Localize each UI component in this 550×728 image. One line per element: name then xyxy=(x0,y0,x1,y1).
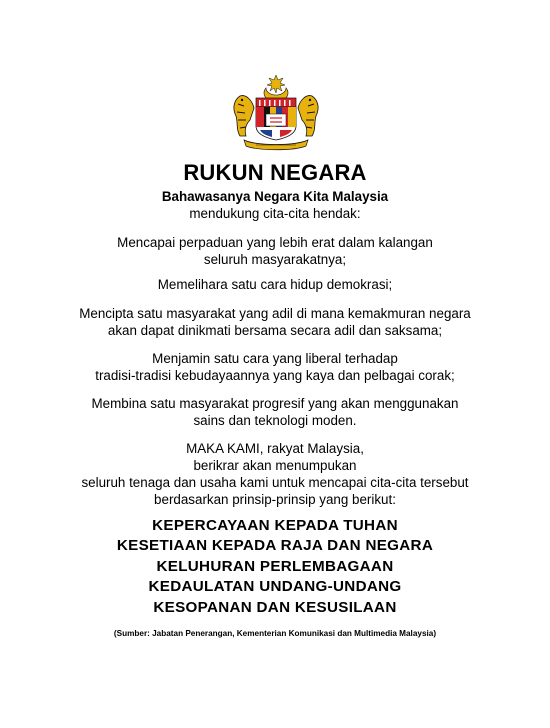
aim-1-line-2: seluruh masyarakatnya; xyxy=(203,252,347,267)
principle-2: KESETIAAN KEPADA RAJA DAN NEGARA xyxy=(116,537,434,555)
aim-1-line-1: Mencapai perpaduan yang lebih erat dalam kalangan xyxy=(117,235,433,250)
pledge-line-2: berikrar akan menumpukan xyxy=(193,458,357,473)
pledge-line-3: seluruh tenaga dan usaha kami untuk mencapai cita-cita tersebut xyxy=(81,475,469,490)
subtitle: Bahawasanya Negara Kita Malaysia xyxy=(161,189,389,204)
aim-2 xyxy=(0,276,550,293)
aim-5-line-2: sains dan teknologi moden. xyxy=(193,413,357,428)
page-title: RUKUN NEGARA xyxy=(183,160,367,185)
aim-5-line-1: Membina satu masyarakat progresif yang akan menggunakan xyxy=(91,396,459,411)
malaysia-coat-of-arms-icon xyxy=(226,74,326,152)
aim-1 xyxy=(0,234,550,268)
principles-list xyxy=(0,516,550,618)
aim-4 xyxy=(0,350,550,384)
principle-4: KEDAULATAN UNDANG-UNDANG xyxy=(148,578,402,596)
pledge xyxy=(0,440,550,508)
intro-text: mendukung cita-cita hendak: xyxy=(189,206,361,221)
principle-5: KESOPANAN DAN KESUSILAAN xyxy=(153,598,397,616)
pledge-line-4: berdasarkan prinsip-prinsip yang berikut: xyxy=(154,492,396,507)
aim-4-line-2: tradisi-tradisi kebudayaannya yang kaya dan pelbagai corak; xyxy=(95,368,455,383)
principle-3: KELUHURAN PERLEMBAGAAN xyxy=(156,557,394,575)
aim-3 xyxy=(0,305,550,339)
pledge-line-1: MAKA KAMI, rakyat Malaysia, xyxy=(186,441,364,456)
aim-2-line-1: Memelihara satu cara hidup demokrasi; xyxy=(157,277,393,292)
aim-5 xyxy=(0,395,550,429)
principle-1: KEPERCAYAAN KEPADA TUHAN xyxy=(152,517,398,534)
aim-4-line-1: Menjamin satu cara yang liberal terhadap xyxy=(152,351,398,366)
aim-3-line-2: akan dapat dinikmati bersama secara adil dan saksama; xyxy=(107,323,443,338)
aim-3-line-1: Mencipta satu masyarakat yang adil di mana kemakmuran negara xyxy=(79,306,471,321)
source-note: (Sumber: Jabatan Penerangan, Kementerian Komunikasi dan Multimedia Malaysia) xyxy=(113,629,437,638)
